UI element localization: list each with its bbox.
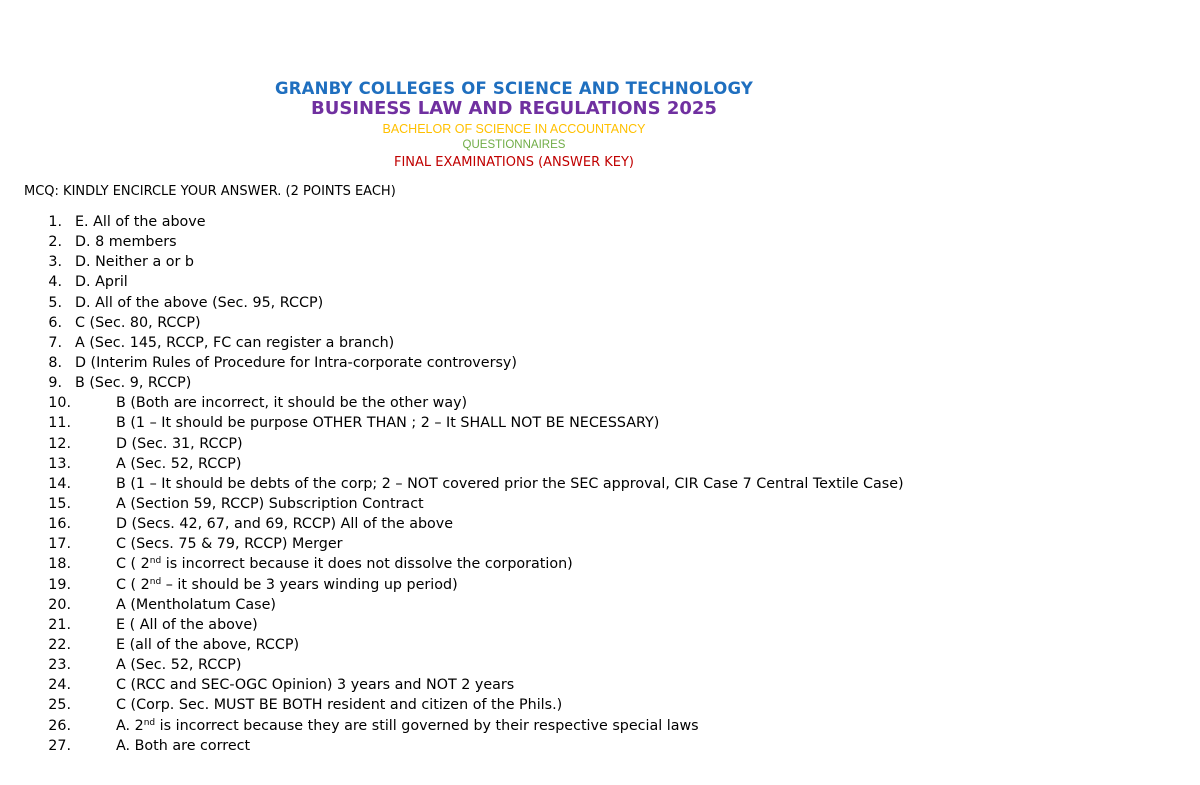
ordinal-suffix: nd: [143, 717, 156, 728]
answer-text: A (Section 59, RCCP) Subscription Contract: [116, 495, 424, 512]
answer-text: D. April: [75, 274, 128, 291]
answer-number: 13.: [48, 455, 71, 472]
answer-number: 1.: [48, 214, 62, 230]
answer-number: 15.: [48, 495, 71, 512]
subject-title: BUSINESS LAW AND REGULATIONS 2025: [311, 98, 717, 119]
answer-number: 7.: [48, 334, 62, 351]
answer-text: E (all of the above, RCCP): [116, 636, 300, 653]
answer-number: 17.: [48, 536, 71, 553]
answer-text: [116, 716, 699, 736]
answer-number: 18.: [48, 556, 71, 573]
answer-text: A (Sec. 145, RCCP, FC can register a branch): [75, 334, 395, 351]
answer-text: B (1 – It should be debts of the corp; 2 – NOT covered prior the SEC approval, CIR Case 7 Central Textile Case): [116, 475, 904, 492]
answer-text: C (RCC and SEC-OGC Opinion) 3 years and NOT 2 years: [116, 677, 515, 694]
answer-text-part: A. 2: [116, 717, 144, 734]
answer-text: C (Corp. Sec. MUST BE BOTH resident and citizen of the Phils.): [116, 697, 563, 714]
answer-text-part: is incorrect because it does not dissolve the corporation): [161, 556, 573, 573]
answer-number: 26.: [48, 717, 71, 734]
answer-number: 5.: [48, 294, 62, 311]
answer-text: B (Both are incorrect, it should be the other way): [116, 395, 468, 412]
answer-text-part: C ( 2: [116, 556, 150, 573]
answer-text: C (Secs. 75 & 79, RCCP) Merger: [116, 536, 343, 553]
answer-number: 14.: [48, 475, 71, 492]
answer-text: D (Secs. 42, 67, and 69, RCCP) All of the above: [116, 516, 454, 533]
answer-number: 25.: [48, 697, 71, 714]
answer-text: A (Sec. 52, RCCP): [116, 455, 242, 472]
answer-number: 22.: [48, 636, 71, 653]
questionnaires-label: QUESTIONNAIRES: [462, 139, 566, 151]
answer-text: D (Sec. 31, RCCP): [116, 435, 243, 452]
answer-text: D. 8 members: [75, 234, 177, 251]
answer-number: 23.: [48, 657, 71, 674]
ordinal-suffix: nd: [149, 576, 162, 587]
answer-text: [116, 575, 458, 595]
answer-number: 8.: [48, 354, 62, 371]
answer-number: 4.: [48, 274, 62, 291]
ordinal-suffix: nd: [149, 556, 162, 567]
answer-number: 6.: [48, 314, 62, 331]
answer-number: 12.: [48, 435, 71, 452]
instruction-text: MCQ: KINDLY ENCIRCLE YOUR ANSWER. (2 POINTS EACH): [24, 184, 396, 199]
program-name: BACHELOR OF SCIENCE IN ACCOUNTANCY: [382, 122, 646, 136]
answer-number: 11.: [48, 415, 71, 432]
answer-number: 20.: [48, 596, 71, 613]
answer-text: A (Mentholatum Case): [116, 596, 276, 613]
answer-text: B (Sec. 9, RCCP): [75, 375, 192, 392]
answer-text: E. All of the above: [75, 214, 206, 230]
answer-text-part: – it should be 3 years winding up period): [161, 576, 458, 593]
answer-text-part: C ( 2: [116, 576, 150, 593]
answer-number: 21.: [48, 616, 71, 633]
answer-number: 27.: [48, 737, 71, 754]
answer-number: 10.: [48, 395, 71, 412]
answer-number: 24.: [48, 677, 71, 694]
answer-number: 3.: [48, 254, 62, 271]
answer-text: A. Both are correct: [116, 737, 251, 754]
answer-text: E ( All of the above): [116, 616, 258, 633]
answer-number: 19.: [48, 576, 71, 593]
exam-title: FINAL EXAMINATIONS (ANSWER KEY): [393, 155, 635, 170]
answer-text: D. All of the above (Sec. 95, RCCP): [75, 294, 324, 311]
answer-number: 9.: [48, 375, 62, 392]
answer-text: D (Interim Rules of Procedure for Intra-corporate controversy): [75, 354, 517, 371]
school-name: GRANBY COLLEGES OF SCIENCE AND TECHNOLOGY: [274, 79, 754, 98]
answer-number: 16.: [48, 516, 71, 533]
answer-text: [116, 554, 573, 574]
answer-number: 2.: [48, 234, 62, 251]
answer-text: B (1 – It should be purpose OTHER THAN ; 2 – It SHALL NOT BE NECESSARY): [116, 415, 660, 432]
answer-text: D. Neither a or b: [75, 254, 194, 271]
answer-text: A (Sec. 52, RCCP): [116, 657, 242, 674]
answer-text-part: is incorrect because they are still governed by their respective special laws: [155, 717, 699, 734]
answer-text: C (Sec. 80, RCCP): [75, 314, 201, 331]
